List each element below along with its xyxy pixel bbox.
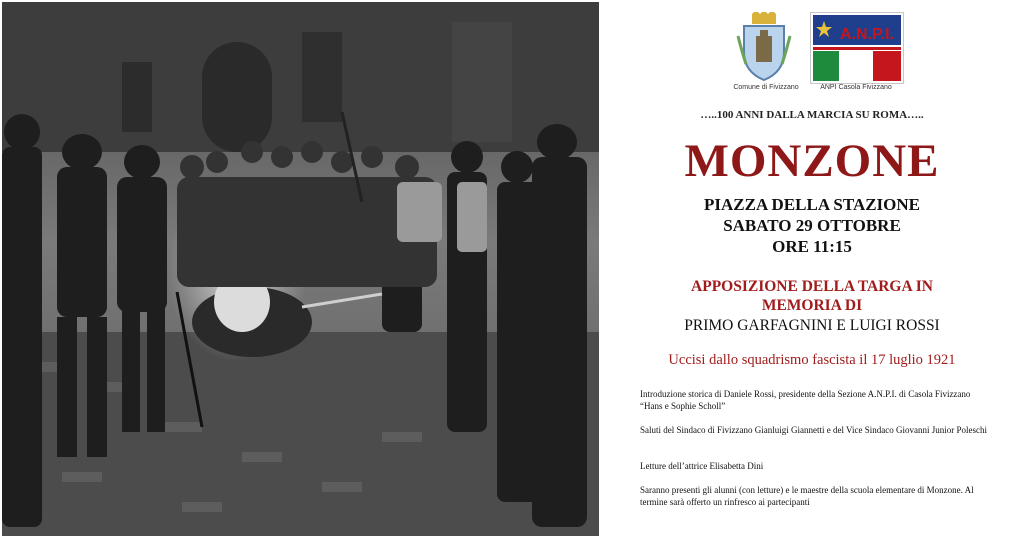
- anpi-logo-text: A.N.P.I.: [840, 26, 894, 43]
- venue-place: PIAZZA DELLA STAZIONE: [703, 195, 921, 214]
- anpi-flag-icon: [811, 13, 903, 83]
- event-poster: [600, 0, 1024, 538]
- coat-of-arms-icon: [736, 12, 792, 82]
- program-item: Letture dell’attrice Elisabetta Dini: [640, 461, 764, 471]
- anpi-logo-caption: ANPI Casola Fivizzano: [820, 84, 892, 91]
- killed-note: Uccisi dallo squadrismo fascista il 17 luglio 1921: [668, 352, 956, 368]
- historical-black-white-photo-icon: [2, 2, 599, 536]
- anpi-logo: [810, 12, 904, 84]
- historical-photo: [2, 2, 599, 536]
- venue-time: ORE 11:15: [772, 237, 852, 256]
- venue-date: SABATO 29 OTTOBRE: [723, 216, 901, 235]
- program-item: Saranno presenti gli alunni (con letture) e le maestre della scuola elementare di Monzone. Al termine sarà offerto un rinfresco ai partecipanti: [640, 485, 974, 507]
- venue-block: [600, 194, 1024, 257]
- plaque-title-line1: APPOSIZIONE DELLA TARGA IN: [691, 278, 933, 295]
- town-title: MONZONE: [684, 135, 940, 187]
- program-item: Saluti del Sindaco di Fivizzano Gianluigi Giannetti e del Vice Sindaco Giovanni Junior Poleschi: [640, 425, 987, 435]
- plaque-title-line2: MEMORIA DI: [761, 297, 863, 314]
- honored-names: PRIMO GARFAGNINI E LUIGI ROSSI: [684, 317, 940, 334]
- poster-tagline: …..100 ANNI DALLA MARCIA SU ROMA…..: [700, 109, 924, 121]
- comune-logo-caption: Comune di Fivizzano: [733, 84, 799, 91]
- logos-row: [722, 10, 902, 96]
- plaque-title: [620, 277, 1004, 315]
- program-item: Introduzione storica di Daniele Rossi, presidente della Sezione A.N.P.I. di Casola Fivizzano “Hans e Sophie Scholl”: [640, 389, 971, 411]
